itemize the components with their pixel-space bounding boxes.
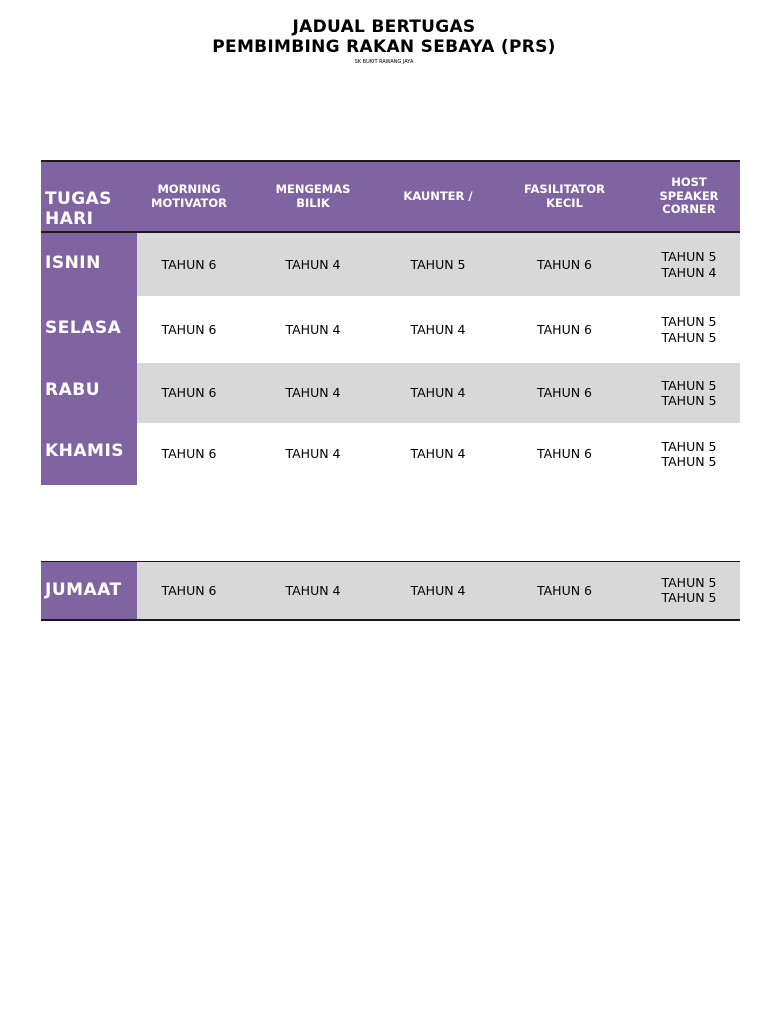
table-cell: TAHUN 6 (491, 232, 638, 296)
table-cell-host: TAHUN 5 TAHUN 5 (638, 423, 740, 485)
column-header-fasilitator-kecil: FASILITATOR KECIL (523, 182, 606, 210)
table-cell: TAHUN 4 (241, 423, 385, 485)
table-cell: TAHUN 6 (137, 423, 241, 485)
column-header-mengemas-bilik: MENGEMAS BILIK (275, 182, 351, 210)
document-title: JADUAL BERTUGAS (292, 17, 476, 37)
table-cell: TAHUN 6 (137, 562, 241, 620)
table-cell: TAHUN 4 (241, 562, 385, 620)
school-name: SK BUKIT RAWANG JAYA (354, 59, 414, 65)
table-cell: TAHUN 6 (137, 232, 241, 296)
corner-header-day: HARI (45, 209, 94, 229)
column-header-morning-motivator: MORNING MOTIVATOR (151, 182, 227, 210)
column-header-kaunter: KAUNTER / (403, 188, 473, 203)
table-cell-host: TAHUN 5 TAHUN 5 (638, 296, 740, 363)
table-cell: TAHUN 4 (241, 232, 385, 296)
corner-header-duty: TUGAS (45, 189, 112, 209)
table-header-row (41, 161, 740, 232)
table-cell: TAHUN 6 (137, 296, 241, 363)
table-row-isnin (41, 232, 740, 296)
table-cell: TAHUN 4 (385, 562, 491, 620)
day-label: RABU (41, 363, 137, 423)
day-label: JUMAAT (41, 562, 137, 620)
table-cell: TAHUN 6 (491, 423, 638, 485)
table-row-jumaat (41, 562, 740, 620)
table-row-selasa (41, 296, 740, 363)
day-label: KHAMIS (41, 423, 137, 485)
table-cell-host: TAHUN 5 TAHUN 5 (638, 363, 740, 423)
table-cell: TAHUN 6 (491, 363, 638, 423)
table-cell: TAHUN 5 (385, 232, 491, 296)
table-row-khamis (41, 423, 740, 485)
table-cell: TAHUN 4 (385, 423, 491, 485)
table-cell-host: TAHUN 5 TAHUN 4 (638, 232, 740, 296)
column-header-host-speaker-corner: HOST SPEAKER CORNER (659, 175, 719, 217)
table-row-rabu (41, 363, 740, 423)
table-cell: TAHUN 4 (241, 363, 385, 423)
document-header (0, 17, 768, 66)
table-cell: TAHUN 4 (385, 296, 491, 363)
day-label: SELASA (41, 296, 137, 363)
friday-roster-table (41, 561, 740, 621)
day-label: ISNIN (41, 232, 137, 296)
duty-roster-table (41, 160, 740, 485)
document-subtitle: PEMBIMBING RAKAN SEBAYA (PRS) (212, 37, 556, 57)
table-cell: TAHUN 4 (241, 296, 385, 363)
table-cell: TAHUN 6 (491, 562, 638, 620)
table-cell: TAHUN 6 (137, 363, 241, 423)
corner-header (41, 161, 137, 232)
table-cell: TAHUN 4 (385, 363, 491, 423)
table-cell-host: TAHUN 5 TAHUN 5 (638, 562, 740, 620)
table-cell: TAHUN 6 (491, 296, 638, 363)
